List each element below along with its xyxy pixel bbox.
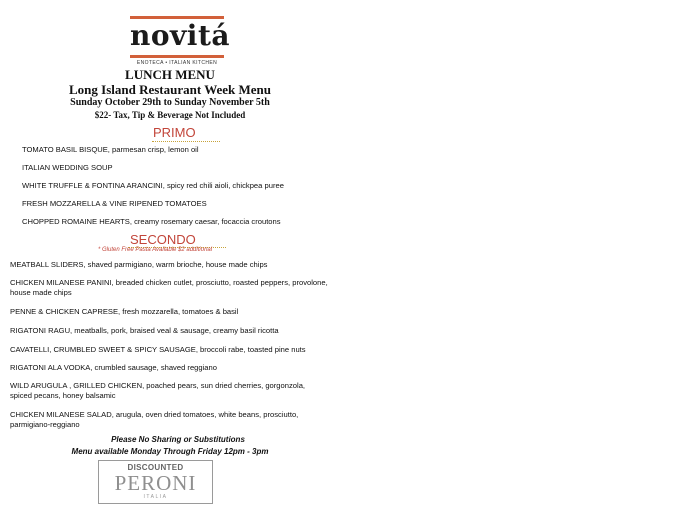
menu-price: $22- Tax, Tip & Beverage Not Included <box>94 110 246 120</box>
secondo-item: WILD ARUGULA , GRILLED CHICKEN, poached pears, sun dried cherries, gorgonzola, spiced pecans, honey balsamic <box>10 381 306 400</box>
secondo-item: CHICKEN MILANESE PANINI, breaded chicken cutlet, prosciutto, roasted peppers, provolone, house made chips <box>10 278 328 297</box>
peroni-italia-label: ITALIA <box>143 494 168 500</box>
primo-item: WHITE TRUFFLE & FONTINA ARANCINI, spicy red chili aioli, chickpea puree <box>22 181 284 190</box>
novita-logo <box>130 14 231 66</box>
secondo-item: RIGATONI ALA VODKA, crumbled sausage, shaved reggiano <box>10 363 217 372</box>
secondo-item: CHICKEN MILANESE SALAD, arugula, oven dried tomatoes, white beans, prosciutto, parmigiano-reggiano <box>10 410 299 429</box>
secondo-item: CAVATELLI, CRUMBLED SWEET & SPICY SAUSAGE, broccoli rabe, toasted pine nuts <box>10 345 306 354</box>
logo-tagline: ENOTECA • ITALIAN KITCHEN <box>136 60 218 66</box>
peroni-badge <box>98 460 213 504</box>
logo-wordmark: novitá <box>130 19 231 52</box>
gluten-free-note: * Gluten Free Pasta Available $2 additional <box>98 247 213 253</box>
secondo-item: PENNE & CHICKEN CAPRESE, fresh mozzarella, tomatoes & basil <box>10 307 239 316</box>
primo-heading: PRIMO <box>153 125 196 140</box>
no-sharing-note: Please No Sharing or Substitutions <box>111 435 245 444</box>
secondo-item: RIGATONI RAGU, meatballs, pork, braised veal & sausage, creamy basil ricotta <box>10 326 279 335</box>
menu-title: LUNCH MENU <box>125 67 215 82</box>
logo-bottom-bar <box>130 55 224 58</box>
availability-note: Menu available Monday Through Friday 12pm - 3pm <box>71 447 269 456</box>
secondo-heading: SECONDO <box>130 232 196 247</box>
primo-item: ITALIAN WEDDING SOUP <box>22 163 113 172</box>
menu-dates: Sunday October 29th to Sunday November 5th <box>70 97 270 108</box>
primo-item: CHOPPED ROMAINE HEARTS, creamy rosemary caesar, focaccia croutons <box>22 217 281 226</box>
primo-item: TOMATO BASIL BISQUE, parmesan crisp, lemon oil <box>22 145 199 154</box>
secondo-item: MEATBALL SLIDERS, shaved parmigiano, warm brioche, house made chips <box>10 260 268 269</box>
primo-dotted-rule <box>152 141 220 142</box>
menu-subtitle: Long Island Restaurant Week Menu <box>68 82 271 97</box>
primo-item: FRESH MOZZARELLA & VINE RIPENED TOMATOES <box>22 199 207 208</box>
peroni-discounted-label: DISCOUNTED <box>127 463 184 472</box>
peroni-wordmark: PERONI <box>114 471 197 495</box>
